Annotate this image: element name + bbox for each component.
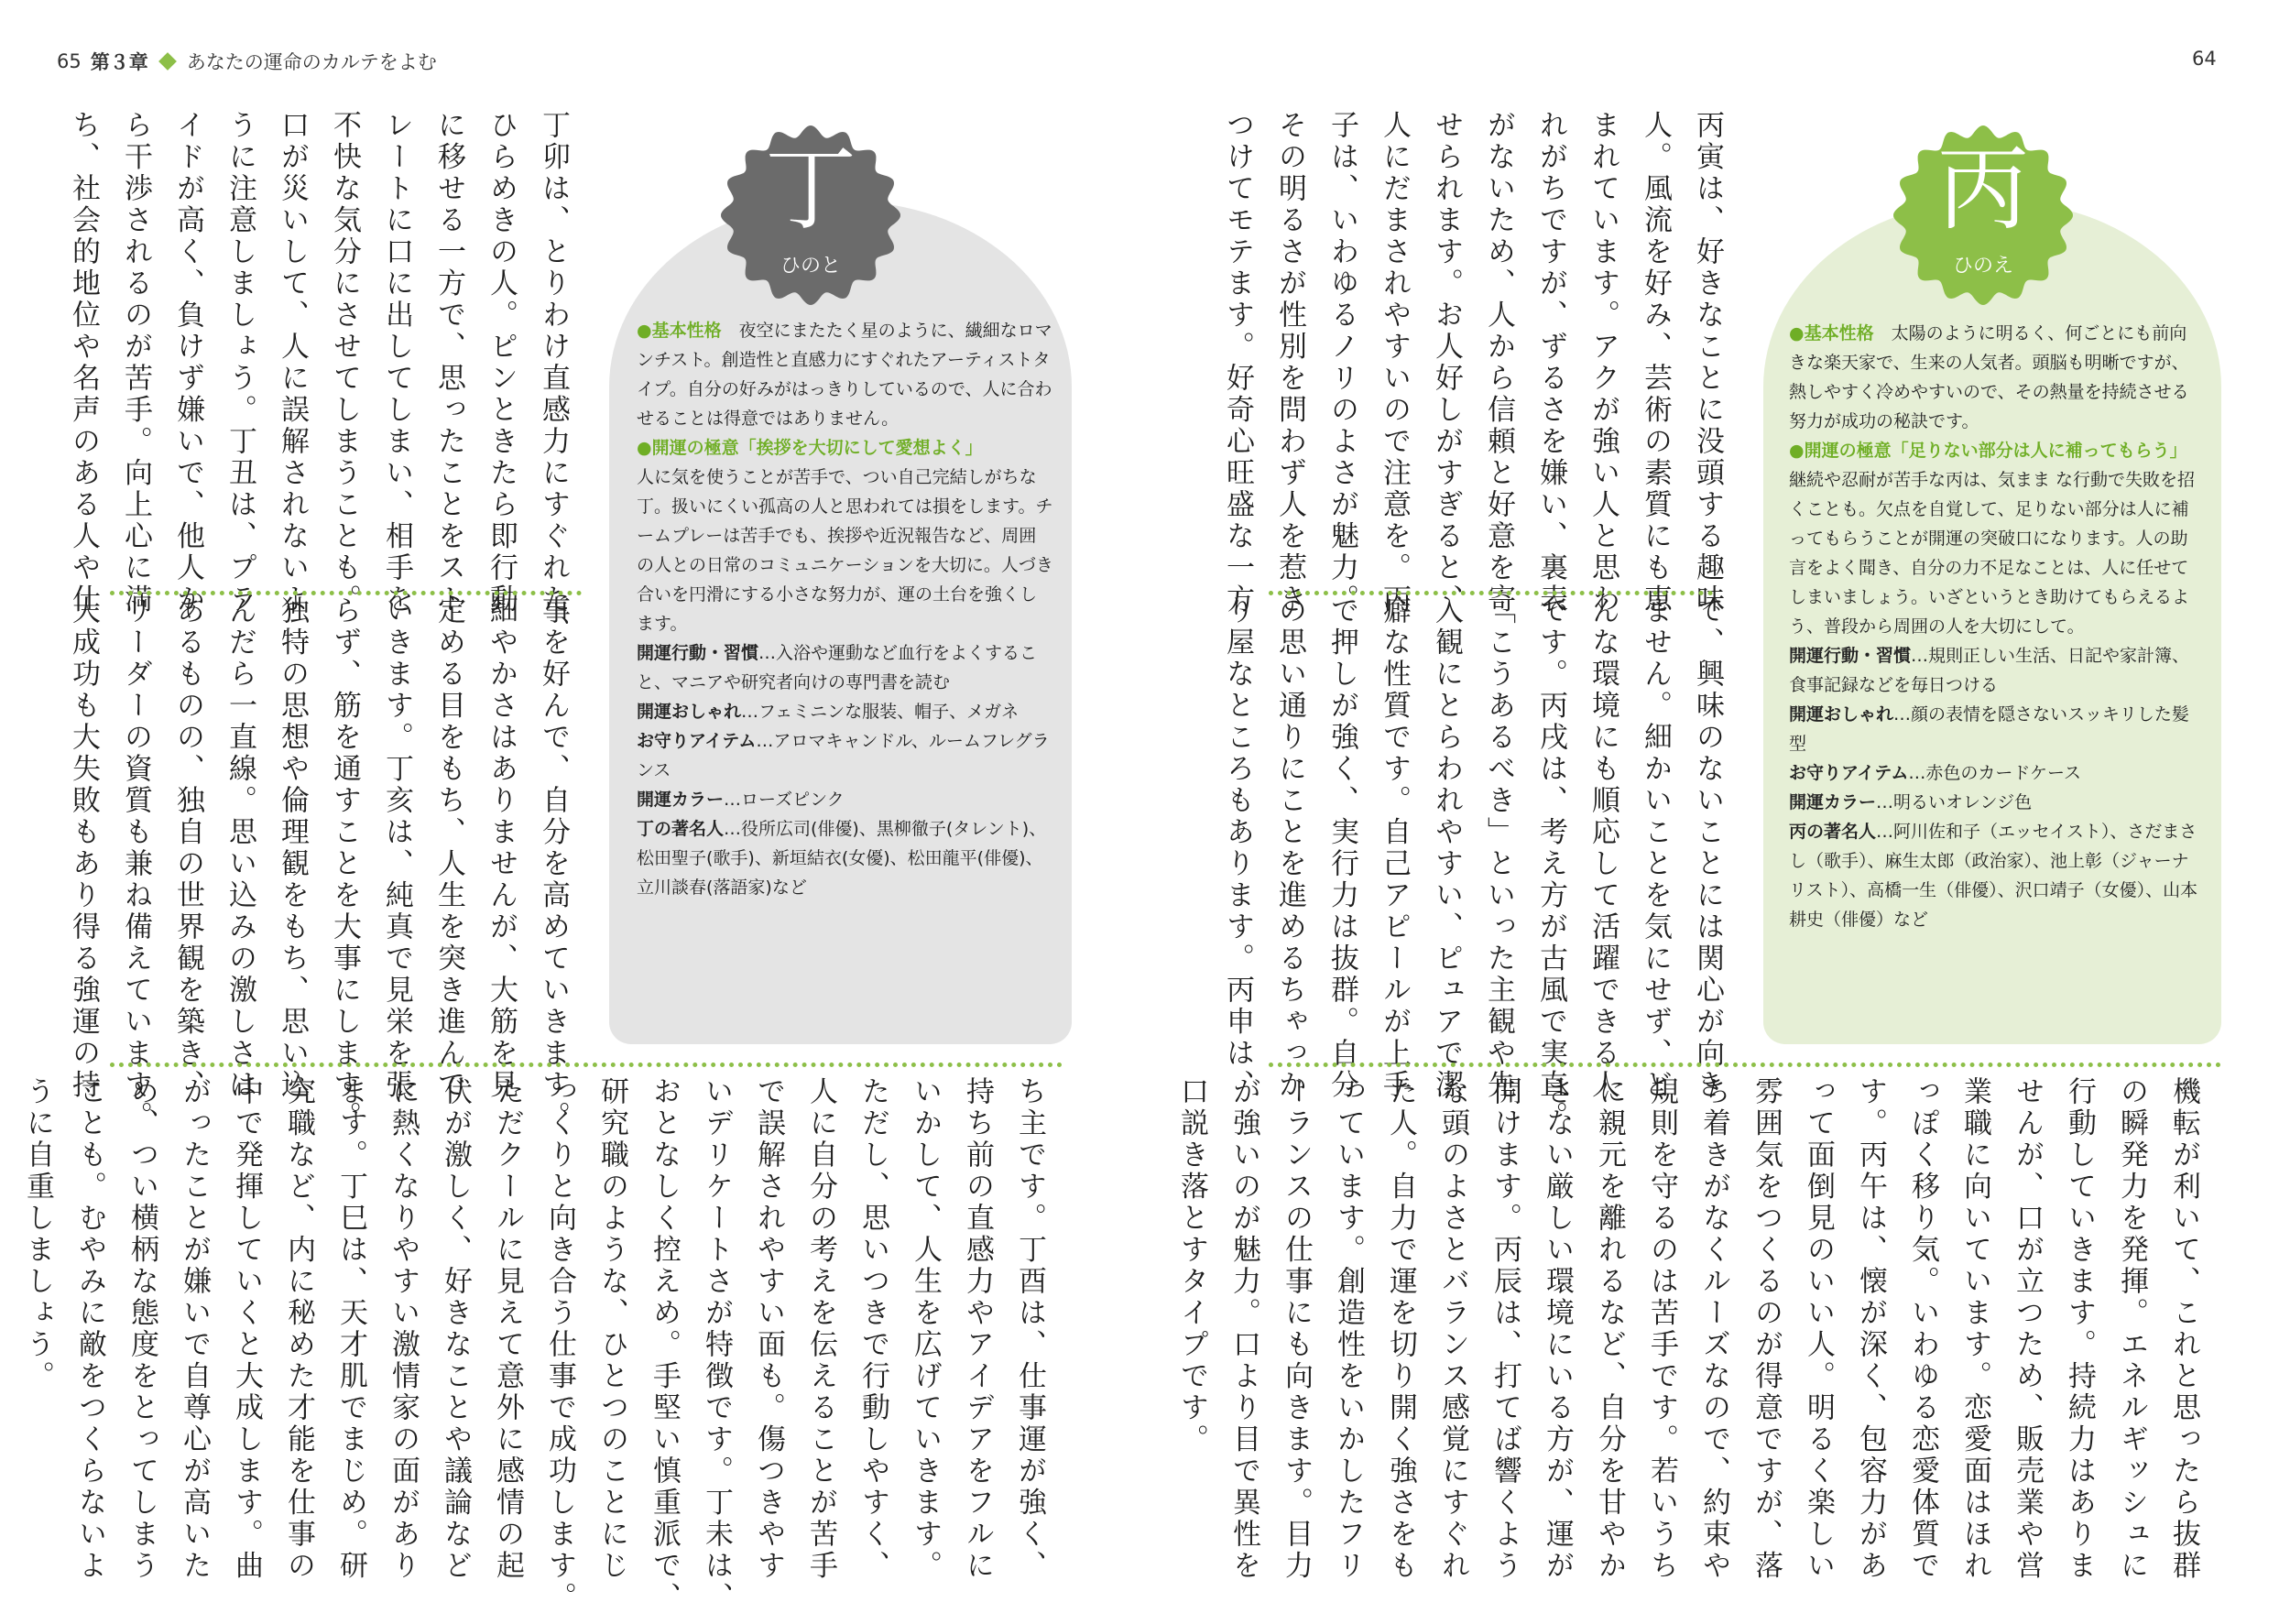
hinoto-body-bottom-column: 持ち前の直感力やアイデアをフルに [961, 1076, 994, 1582]
hinoto-body-mid-column: リーダーの資質も兼ね備えています。 [119, 595, 152, 1133]
chapter-title: あなたの運命のカルテをよむ [186, 51, 437, 73]
hinoe-body-mid-column: 「こうあるべき」といった主観や先 [1482, 595, 1515, 1101]
lucky-color-label: 開運カラー [1789, 792, 1877, 812]
hinoto-body-top-column: 丁卯は、とりわけ直感力にすぐれた、 [537, 110, 570, 648]
hinoe-badge [1892, 124, 2075, 307]
hinoto-body-mid-column: 独特の思想や倫理観をもち、思い込 [276, 595, 309, 1101]
hinoto-body-top-column: イドが高く、負けず嫌いで、他人か [171, 110, 204, 616]
hinoe-body-bottom-column: 行動していきます。持続力はありま [2063, 1076, 2096, 1582]
divider-bottom-right [1269, 1063, 2221, 1067]
hinoto-body-mid-column: 事を好んで、自分を高めていきます。 [537, 595, 570, 1133]
famous-label: 丙の著名人 [1789, 822, 1877, 842]
habit-text: …規則正しい生活、日記や家計簿、食事記録などを毎日つける [1789, 646, 2190, 695]
basic-personality-text: 夜空にまたたく星のように、繊細なロマンチスト。創造性と直感力にすぐれたアーティストタイプ。自分の好みがはっきりしているので、人に合わせることは得意ではありません。 [637, 321, 1052, 429]
hinoto-body-bottom-column: っくりと向き合う仕事で成功します。 [543, 1076, 576, 1614]
divider-top-right [1269, 591, 1713, 595]
hinoto-body-top-column: 口が災いして、人に誤解されないよ [276, 110, 309, 616]
chapter-label: 第３章 [90, 51, 148, 73]
hinoe-body-bottom-column: 機転が利いて、これと思ったら抜群 [2167, 1076, 2200, 1582]
diamond-icon [158, 52, 177, 71]
running-header-left [57, 48, 437, 75]
habit-label: 開運行動・習慣 [637, 643, 759, 663]
hinoto-panel-text [637, 316, 1053, 902]
fashion-text: …フェミニンな服装、帽子、メガネ [741, 702, 1020, 722]
lucky-color-text: …明るいオレンジ色 [1876, 792, 2033, 812]
kaiun-text: 人に気を使うことが苦手で、つい自己完結しがちな丁。扱いにくい孤高の人と思われては損をします。チームプレーは苦手でも、挨拶や近況報告など、周囲の人との日常のコミュニケーションを大切に。人づき合いを円滑にする小さな努力が、運の土台を強くします。 [637, 467, 1053, 634]
hinoe-body-top-column: れがちですが、ずるさを嫌い、裏表 [1534, 110, 1567, 616]
amulet-text: …アロマキャンドル、ルームフレグランス [637, 731, 1050, 780]
hinoe-body-mid-column: で、興味のないことには関心が向き [1691, 595, 1724, 1101]
basic-personality-label: ●基本性格 [1789, 323, 1874, 343]
hinoe-body-bottom-column: さない厳しい環境にいる方が、運が [1541, 1076, 1574, 1582]
hinoe-body-top-column: せられます。お人好しがすぎると、 [1430, 110, 1463, 616]
hinoe-body-mid-column: ません。細かいことを気にせず、ど [1639, 595, 1672, 1101]
hinoto-body-top-column: に移せる一方で、思ったことをスト [432, 110, 465, 616]
famous-text: …阿川佐和子（エッセイスト）、さだまさし（歌手）、麻生太郎（政治家）、池上彰（ジャーナリスト）、高橋一生（俳優）、沢口靖子（女優）、山本耕史（俳優）など [1789, 822, 2198, 930]
hinoto-body-top-column: レートに口に出してしまい、相手を [380, 110, 413, 616]
fashion-text: …顔の表情を隠さないスッキリした髪型 [1789, 704, 2189, 754]
hinoe-body-bottom-column: っぽく移り気。いわゆる恋愛体質で [1906, 1076, 1939, 1582]
hinoe-body-mid-column: 入観にとらわれやすい、ピュアで潔 [1430, 595, 1463, 1101]
hinoe-body-bottom-column: の瞬発力を発揮。エネルギッシュに [2115, 1076, 2148, 1582]
hinoe-panel-text [1789, 319, 2203, 934]
hinoto-body-mid-column: あるものの、独自の世界観を築き、 [171, 595, 204, 1101]
hinoe-body-mid-column: で押しが強く、実行力は抜群。自分 [1325, 595, 1358, 1101]
hinoto-body-top-column: 不快な気分にさせてしまうことも。 [328, 110, 361, 616]
hinoe-body-mid-column: の思い通りにことを進めるちゃっか [1273, 595, 1306, 1101]
fashion-label: 開運おしゃれ [1789, 704, 1894, 725]
hinoto-body-bottom-column: で誤解されやすい面も。傷つきやす [752, 1076, 785, 1582]
hinoto-body-mid-column: らず、筋を通すことを大事にします。 [328, 595, 361, 1133]
hinoe-body-bottom-column: に親元を離れるなど、自分を甘やか [1593, 1076, 1626, 1582]
page-number-left: 65 [57, 50, 82, 72]
hinoe-body-bottom-column: 開けます。丙辰は、打てば響くよう [1488, 1076, 1521, 1582]
hinoe-body-top-column: 人。風流を好み、芸術の素質にも恵 [1639, 110, 1672, 616]
hinoto-kana: ひのと [780, 255, 841, 278]
famous-text: …役所広司(俳優)、黒柳徹子(タレント)、松田聖子(歌手)、新垣結衣(女優)、松田龍平(俳優)、立川談春(落語家)など [637, 819, 1047, 898]
kaiun-text: 継続や忍耐が苦手な丙は、気まま な行動で失敗を招くことも。欠点を自覚して、足りない部分は人に補ってもらうことが開運の突破口になります。人の助言をよく聞き、自分の力不足なことは、人に任せてしまいましょう。いざというとき助けてもらえるよう、普段から周囲の人を大切にして。 [1789, 470, 2196, 637]
hinoe-kanji: 丙 [1937, 136, 2029, 243]
hinoe-body-bottom-column: 業職に向いています。恋愛面はほれ [1958, 1076, 1991, 1582]
hinoto-body-top-column: ひらめきの人。ピンときたら即行動 [485, 110, 518, 616]
hinoe-body-bottom-column: な頭のよさとバランス感覚にすぐれ [1436, 1076, 1469, 1582]
hinoe-body-mid-column: です。丙戌は、考え方が古風で実直。 [1534, 595, 1567, 1133]
hinoto-body-mid-column: 細やかさはありませんが、大筋を見 [485, 595, 518, 1101]
amulet-label: お守りアイテム [1789, 763, 1909, 783]
hinoto-body-bottom-column: 中で発揮していくと大成します。曲 [230, 1076, 263, 1582]
hinoe-body-top-column: がないため、人から信頼と好意を寄 [1482, 110, 1515, 616]
hinoe-body-bottom-column: ち着きがなくルーズなので、約束や [1697, 1076, 1730, 1582]
hinoto-kanji: 丁 [765, 136, 856, 243]
hinoto-body-mid-column: んだら一直線。思い込みの激しさは [224, 595, 256, 1101]
hinoto-body-bottom-column: おとなしく控えめ。手堅い慎重派で、 [648, 1076, 681, 1614]
hinoto-body-mid-column: いきます。丁亥は、純真で見栄を張 [380, 595, 413, 1101]
divider-bottom-left [110, 1063, 1063, 1067]
hinoto-body-top-column: ち、社会的地位や名声のある人や仕 [67, 110, 100, 616]
hinoe-body-top-column: まれています。アクが強い人と思わ [1587, 110, 1619, 616]
hinoe-body-bottom-column: せんが、口が立つため、販売業や営 [2011, 1076, 2044, 1582]
hinoe-body-bottom-column: た人。自力で運を切り開く強さをも [1384, 1076, 1417, 1582]
hinoe-body-mid-column: んな環境にも順応して活躍できる人 [1587, 595, 1619, 1101]
hinoto-body-bottom-column: 研究職のような、ひとつのことにじ [595, 1076, 628, 1582]
hinoe-body-top-column: 子は、いわゆるノリのよさが魅力。 [1325, 110, 1358, 616]
hinoto-panel [609, 202, 1072, 1044]
hinoto-body-top-column: うに注意しましょう。丁丑は、プラ [224, 110, 256, 616]
hinoe-panel [1763, 202, 2221, 1044]
hinoto-body-bottom-column: いかして、人生を広げていきます。 [909, 1076, 942, 1582]
hinoe-body-top-column: その明るさが性別を問わず人を惹き [1273, 110, 1306, 616]
hinoto-body-bottom-column: ただクールに見えて意外に感情の起 [491, 1076, 524, 1582]
hinoto-body-bottom-column: いデリケートさが特徴です。丁未は、 [700, 1076, 733, 1614]
hinoe-body-bottom-column: す。丙午は、懐が深く、包容力があ [1854, 1076, 1887, 1582]
famous-label: 丁の著名人 [637, 819, 725, 839]
hinoto-body-bottom-column: ます。丁巳は、天才肌でまじめ。研 [334, 1076, 367, 1582]
kaiun-label: ●開運の極意「足りない部分は人に補ってもらう」 [1789, 441, 2187, 461]
amulet-label: お守りアイテム [637, 731, 757, 751]
hinoto-body-mid-column: 大成功も大失敗もあり得る強運の持 [67, 595, 100, 1101]
lucky-color-text: …ローズピンク [724, 790, 845, 810]
basic-personality-label: ●基本性格 [637, 321, 722, 341]
hinoe-body-bottom-column: 口説き落とすタイプです。 [1175, 1076, 1208, 1455]
hinoto-body-top-column: ら干渉されるのが苦手。向上心に満 [119, 110, 152, 616]
hinoe-body-bottom-column: ーランスの仕事にも向きます。目力 [1280, 1076, 1313, 1582]
hinoto-body-bottom-column: ち主です。丁酉は、仕事運が強く、 [1013, 1076, 1046, 1582]
hinoe-body-top-column: 丙寅は、好きなことに没頭する趣味 [1691, 110, 1724, 616]
kaiun-label: ●開運の極意「挨拶を大切にして愛想よく」 [637, 438, 983, 458]
hinoto-body-bottom-column: 伏が激しく、好きなことや議論など [439, 1076, 472, 1582]
hinoto-body-bottom-column: うに自重しましょう。 [21, 1076, 54, 1392]
hinoto-body-mid-column: 定める目をもち、人生を突き進んで [432, 595, 465, 1101]
hinoto-body-bottom-column: に熱くなりやすい激情家の面があり [387, 1076, 420, 1582]
amulet-text: …赤色のカードケース [1908, 763, 2082, 783]
hinoto-body-bottom-column: め、つい横柄な態度をとってしまう [125, 1076, 158, 1582]
lucky-color-label: 開運カラー [637, 790, 725, 810]
hinoe-body-top-column: つけてモテます。好奇心旺盛な一方 [1221, 110, 1254, 616]
hinoe-body-bottom-column: 規則を守るのは苦手です。若いうち [1645, 1076, 1678, 1582]
hinoe-body-bottom-column: 雰囲気をつくるのが得意ですが、落 [1750, 1076, 1783, 1582]
hinoe-body-bottom-column: が強いのが魅力。口より目で異性を [1227, 1076, 1260, 1582]
fashion-label: 開運おしゃれ [637, 702, 742, 722]
hinoto-body-bottom-column: 人に自分の考えを伝えることが苦手 [804, 1076, 837, 1582]
hinoto-body-bottom-column: ただし、思いつきで行動しやすく、 [856, 1076, 889, 1582]
habit-label: 開運行動・習慣 [1789, 646, 1912, 666]
basic-personality-text: 太陽のように明るく、何ごとにも前向きな楽天家で、生来の人気者。頭脳も明晰ですが、熱しやすく冷めやすいので、その熱量を持続させる努力が成功の秘訣です。 [1789, 323, 2189, 431]
hinoe-body-mid-column: り屋なところもあります。丙申は、 [1221, 595, 1254, 1101]
hinoe-body-top-column: 人にだまされやすいので注意を。丙 [1378, 110, 1411, 616]
hinoe-body-bottom-column: って面倒見のいい人。明るく楽しい [1802, 1076, 1835, 1582]
hinoe-body-mid-column: 癖な性質です。自己アピールが上手 [1378, 595, 1411, 1101]
hinoto-badge [719, 124, 902, 307]
hinoto-body-bottom-column: がったことが嫌いで自尊心が高いた [178, 1076, 211, 1582]
hinoto-body-bottom-column: ことも。むやみに敵をつくらないよ [73, 1076, 106, 1582]
divider-top-left [110, 591, 582, 595]
hinoto-body-bottom-column: 究職など、内に秘めた才能を仕事の [282, 1076, 315, 1582]
hinoe-kana: ひのえ [1952, 255, 2013, 278]
habit-text: …入浴や運動など血行をよくすること、マニアや研究者向けの専門書を読む [637, 643, 1038, 692]
hinoe-body-bottom-column: っています。創造性をいかしたフリ [1332, 1076, 1365, 1582]
page-number-right: 64 [2192, 48, 2217, 70]
